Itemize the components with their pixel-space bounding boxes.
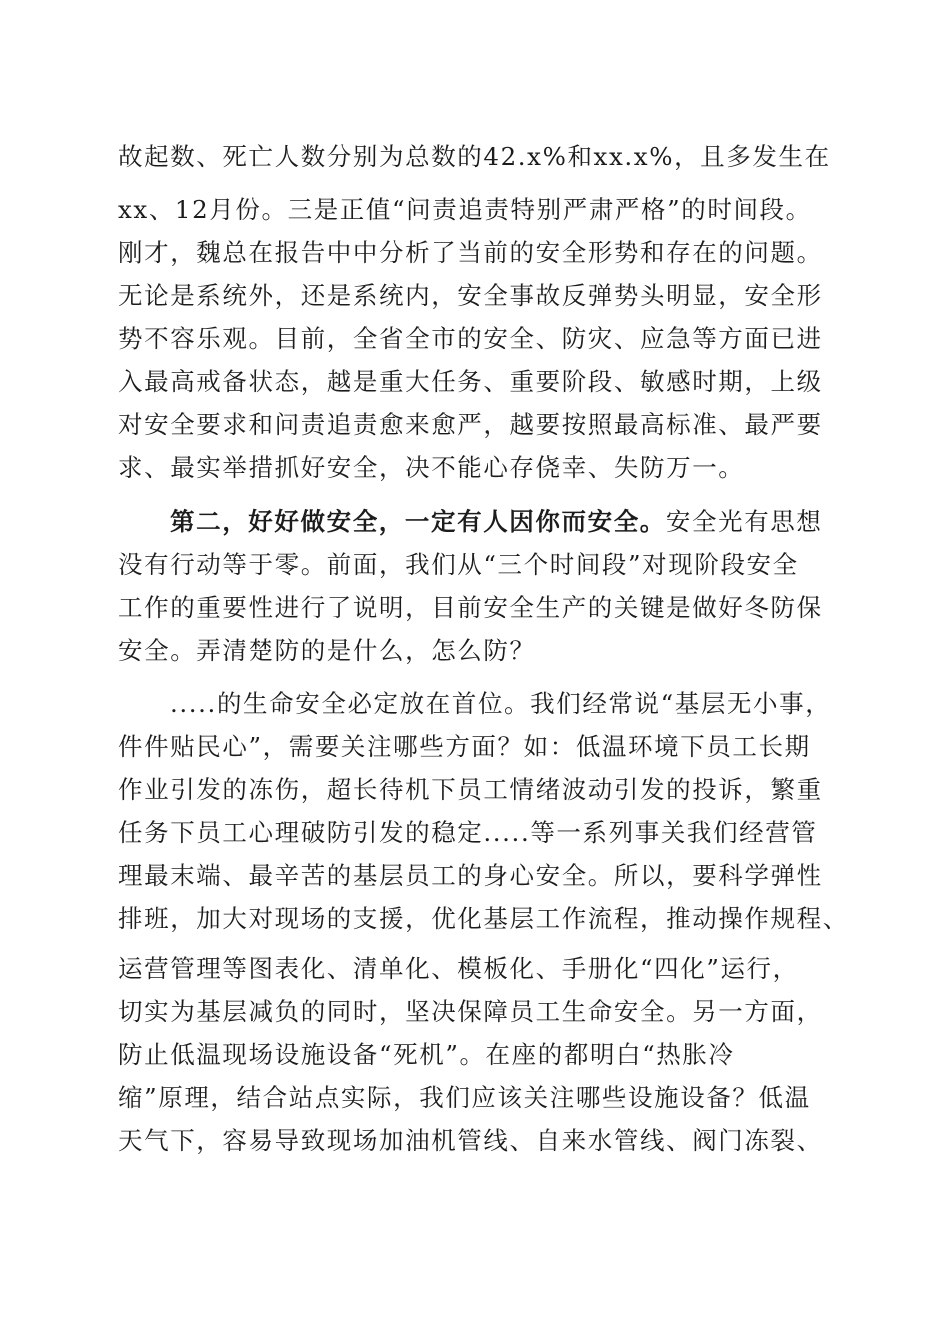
text-line: 排班，加大对现场的支援，优化基层工作流程，推动操作规程、 — [118, 904, 849, 933]
text-line: 切实为基层减负的同时，坚决保障员工生命安全。另一方面， — [118, 997, 823, 1026]
heading-line-rest: 安全光有思想 — [665, 507, 823, 536]
text-line: 势不容乐观。目前，全省全市的安全、防灾、应急等方面已进 — [118, 324, 823, 353]
text-line: 缩”原理，结合站点实际，我们应该关注哪些设施设备？低温 — [118, 1083, 811, 1112]
section-heading: 第二，好好做安全，一定有人因你而安全。 — [170, 507, 666, 536]
text-line: 无论是系统外，还是系统内，安全事故反弹势头明显，安全形 — [118, 281, 823, 310]
text-line: 天气下，容易导致现场加油机管线、自来水管线、阀门冻裂、 — [118, 1126, 823, 1155]
text-line: 入最高戒备状态，越是重大任务、重要阶段、敏感时期，上级 — [118, 367, 823, 396]
text-line: 安全。弄清楚防的是什么，怎么防？ — [118, 636, 536, 665]
text-line: .....的生命安全必定放在首位。我们经常说“基层无小事， — [170, 689, 832, 718]
section-heading-line — [170, 507, 823, 537]
text-line: 件件贴民心”，需要关注哪些方面？如：低温环境下员工长期 — [118, 732, 811, 761]
text-line: 工作的重要性进行了说明，目前安全生产的关键是做好冬防保 — [118, 593, 823, 622]
text-line: 作业引发的冻伤，超长待机下员工情绪波动引发的投诉，繁重 — [118, 775, 823, 804]
text-line: 对安全要求和问责追责愈来愈严，越要按照最高标准、最严要 — [118, 410, 823, 439]
text-line: 理最末端、最辛苦的基层员工的身心安全。所以，要科学弹性 — [118, 861, 823, 890]
text-line: 运营管理等图表化、清单化、模板化、手册化“四化”运行， — [118, 954, 799, 983]
text-line: 求、最实举措抓好安全，决不能心存侥幸、失防万一。 — [118, 453, 745, 482]
text-line: 故起数、死亡人数分别为总数的42.x%和xx.x%，且多发生在 — [118, 142, 831, 171]
text-line: 防止低温现场设施设备“死机”。在座的都明白“热胀冷 — [118, 1040, 735, 1069]
text-line: xx、12月份。三是正值“问责追责特别严肃严格”的时间段。 — [118, 195, 812, 224]
text-line: 没有行动等于零。前面，我们从“三个时间段”对现阶段安全 — [118, 550, 799, 579]
text-line: 任务下员工心理破防引发的稳定.....等一系列事关我们经营管 — [118, 818, 818, 847]
text-line: 刚才，魏总在报告中中分析了当前的安全形势和存在的问题。 — [118, 238, 823, 267]
